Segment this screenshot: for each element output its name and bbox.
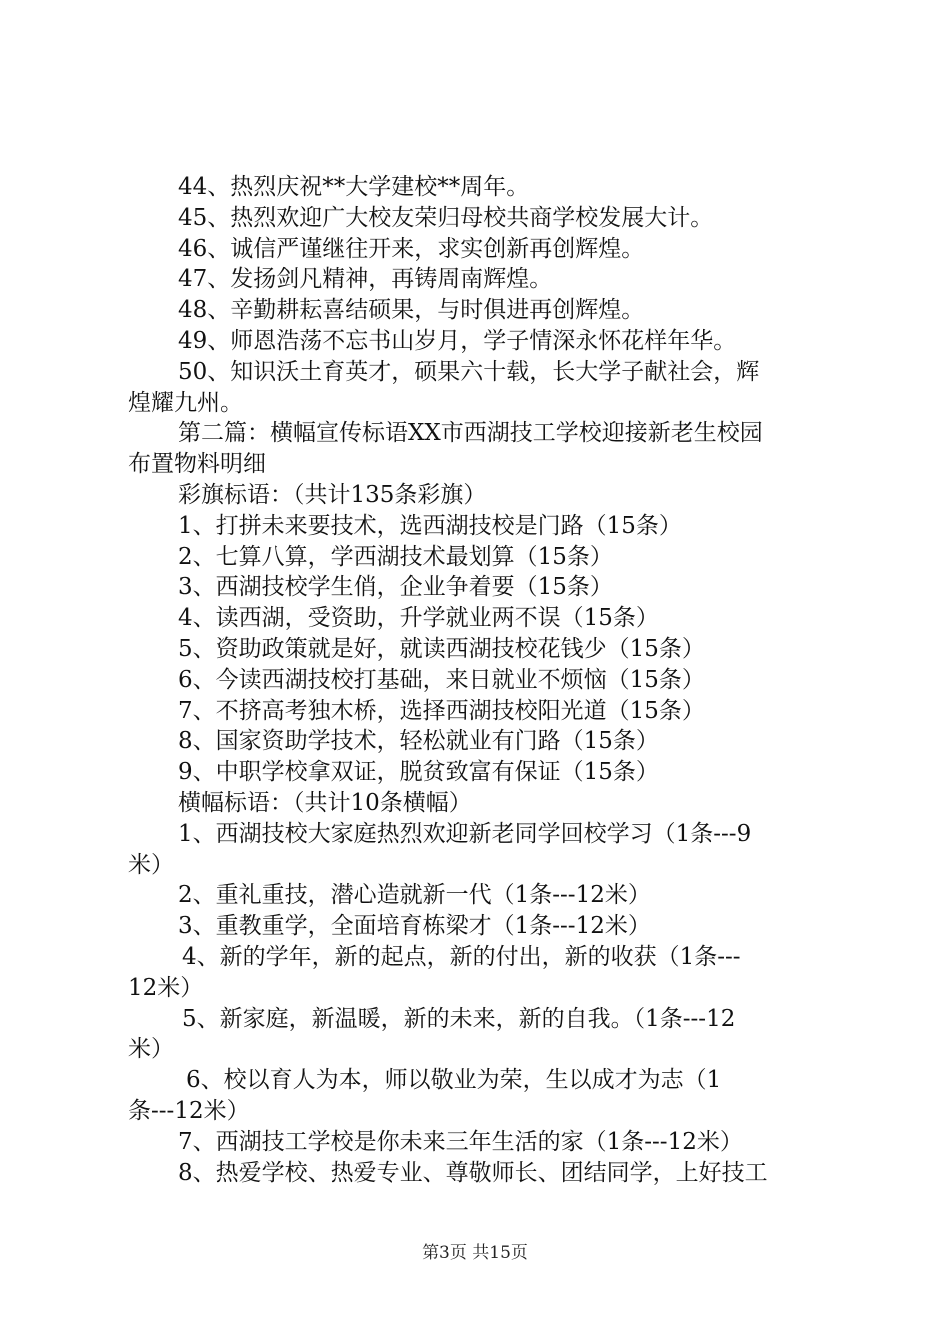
text-line: 3、西湖技校学生俏，企业争着要（15条）	[178, 574, 613, 601]
subheading-flags: 彩旗标语：（共计135条彩旗）	[178, 481, 487, 508]
text-line: 3、重教重学，全面培育栋梁才（1条---12米）	[178, 913, 651, 940]
text-line: 6、今读西湖技校打基础，来日就业不烦恼（15条）	[178, 666, 705, 693]
text-line: 50、知识沃土育英才，硕果六十载，长大学子献社会，辉	[178, 358, 760, 385]
text-line: 46、诚信严谨继往开来，求实创新再创辉煌。	[178, 235, 645, 262]
text-line: 煌耀九州。	[128, 389, 243, 416]
text-line: 47、发扬剑凡精神，再铸周南辉煌。	[178, 266, 553, 293]
text-line: 4、读西湖，受资助，升学就业两不误（15条）	[178, 605, 659, 632]
text-line: 5、新家庭，新温暖，新的未来，新的自我。（1条---12	[182, 1005, 736, 1032]
page-number-footer: 第3页 共15页	[422, 1243, 528, 1263]
section-heading-continued: 布置物料明细	[128, 451, 266, 478]
text-line: 7、西湖技工学校是你未来三年生活的家（1条---12米）	[178, 1128, 743, 1155]
text-line: 9、中职学校拿双证，脱贫致富有保证（15条）	[178, 759, 659, 786]
text-line: 48、辛勤耕耘喜结硕果，与时俱进再创辉煌。	[178, 297, 645, 324]
text-line: 49、师恩浩荡不忘书山岁月，学子情深永怀花样年华。	[178, 327, 737, 354]
text-line: 44、热烈庆祝**大学建校**周年。	[178, 174, 530, 200]
text-line: 2、七算八算，学西湖技术最划算（15条）	[178, 543, 613, 570]
text-line: 8、国家资助学技术，轻松就业有门路（15条）	[178, 728, 659, 755]
text-line: 1、西湖技校大家庭热烈欢迎新老同学回校学习（1条---9	[178, 820, 752, 847]
text-line: 8、热爱学校、热爱专业、尊敬师长、团结同学，上好技工	[178, 1159, 768, 1186]
text-line: 米）	[128, 851, 174, 878]
text-line: 2、重礼重技，潜心造就新一代（1条---12米）	[178, 882, 651, 909]
text-line: 条---12米）	[128, 1097, 250, 1124]
text-line: 米）	[128, 1036, 174, 1063]
text-line: 45、热烈欢迎广大校友荣归母校共商学校发展大计。	[178, 204, 714, 231]
text-line: 6、校以育人为本，师以敬业为荣，生以成才为志（1	[186, 1067, 722, 1094]
document-body	[128, 172, 833, 1188]
section-heading: 第二篇：横幅宣传标语XX市西湖技工学校迎接新老生校园	[178, 420, 763, 447]
text-line: 12米）	[128, 974, 204, 1001]
text-line: 7、不挤高考独木桥，选择西湖技校阳光道（15条）	[178, 697, 705, 724]
text-line: 1、打拼未来要技术，选西湖技校是门路（15条）	[178, 512, 682, 539]
subheading-banners: 横幅标语：（共计10条横幅）	[178, 789, 472, 816]
text-line: 5、资助政策就是好，就读西湖技校花钱少（15条）	[178, 635, 705, 662]
text-line: 4、新的学年，新的起点，新的付出，新的收获（1条---	[182, 943, 741, 970]
